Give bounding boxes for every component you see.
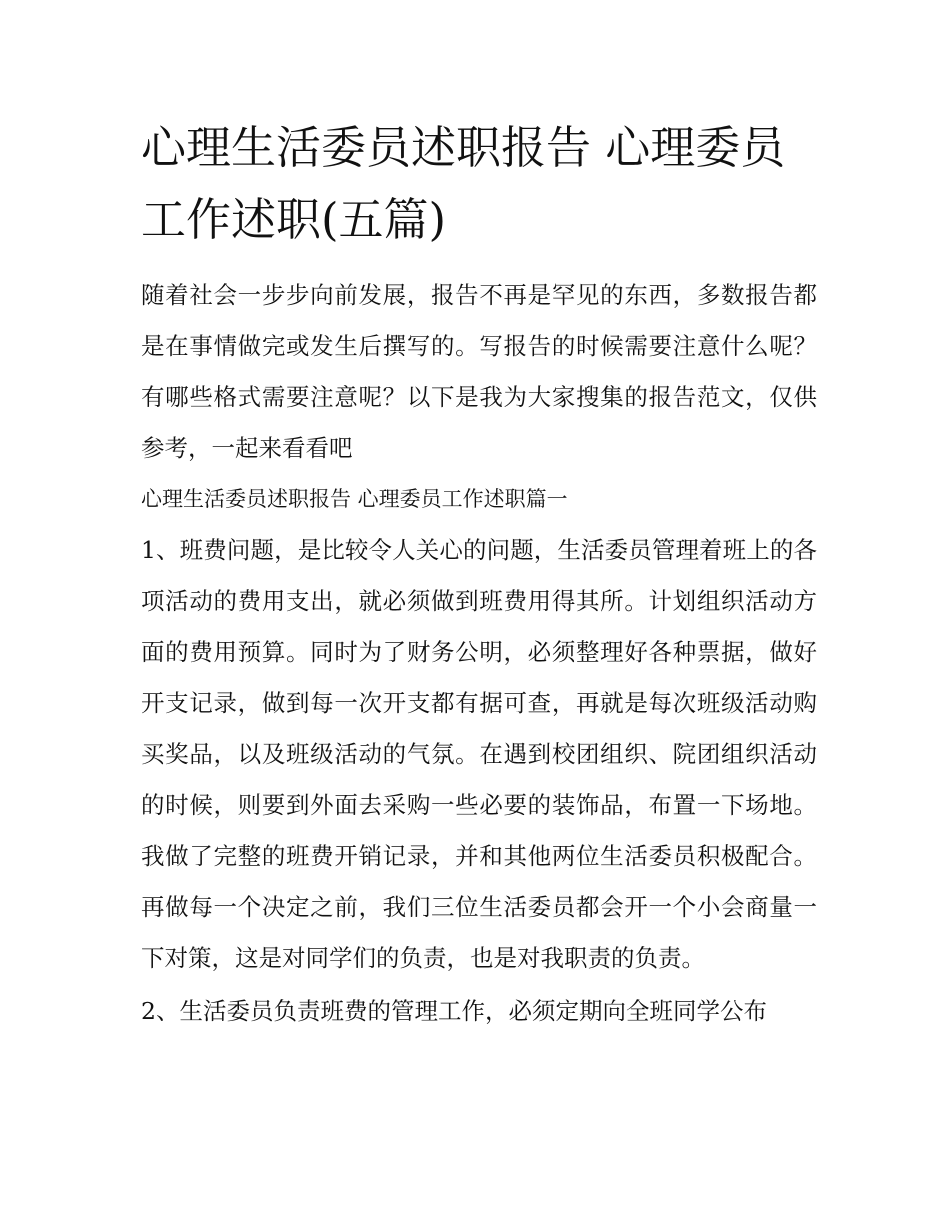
document-title: 心理生活委员述职报告 心理委员工作述职(五篇) [141,121,786,246]
intro-paragraph: 随着社会一步步向前发展，报告不再是罕见的东西，多数报告都是在事情做完或发生后撰写的。写报告的时候需要注意什么呢？有哪些格式需要注意呢？以下是我为大家搜集的报告范文，仅供参考，一起来看看吧 [141,281,817,462]
list-item: 2、生活委员负责班费的管理工作，必须定期向全班同学公布 [141,997,767,1025]
list-item: 1、班费问题，是比较令人关心的问题，生活委员管理着班上的各项活动的费用支出，就必须做到班费用得其所。计划组织活动方面的费用预算。同时为了财务公明，必须整理好各种票据，做好开支记录，做到每一次开支都有据可查，再就是每次班级活动购买奖品，以及班级活动的气氛。在遇到校团组织、院团组织活动的时候，则要到外面去采购一些必要的装饰品，布置一下场地。我做了完整的班费开销记录，并和其他两位生活委员积极配合。再做每一个决定之前，我们三位生活委员都会开一个小会商量一下对策，这是对同学们的负责，也是对我职责的负责。 [141,536,817,972]
section-heading: 心理生活委员述职报告 心理委员工作述职篇一 [141,487,568,511]
document-body [141,112,817,1037]
